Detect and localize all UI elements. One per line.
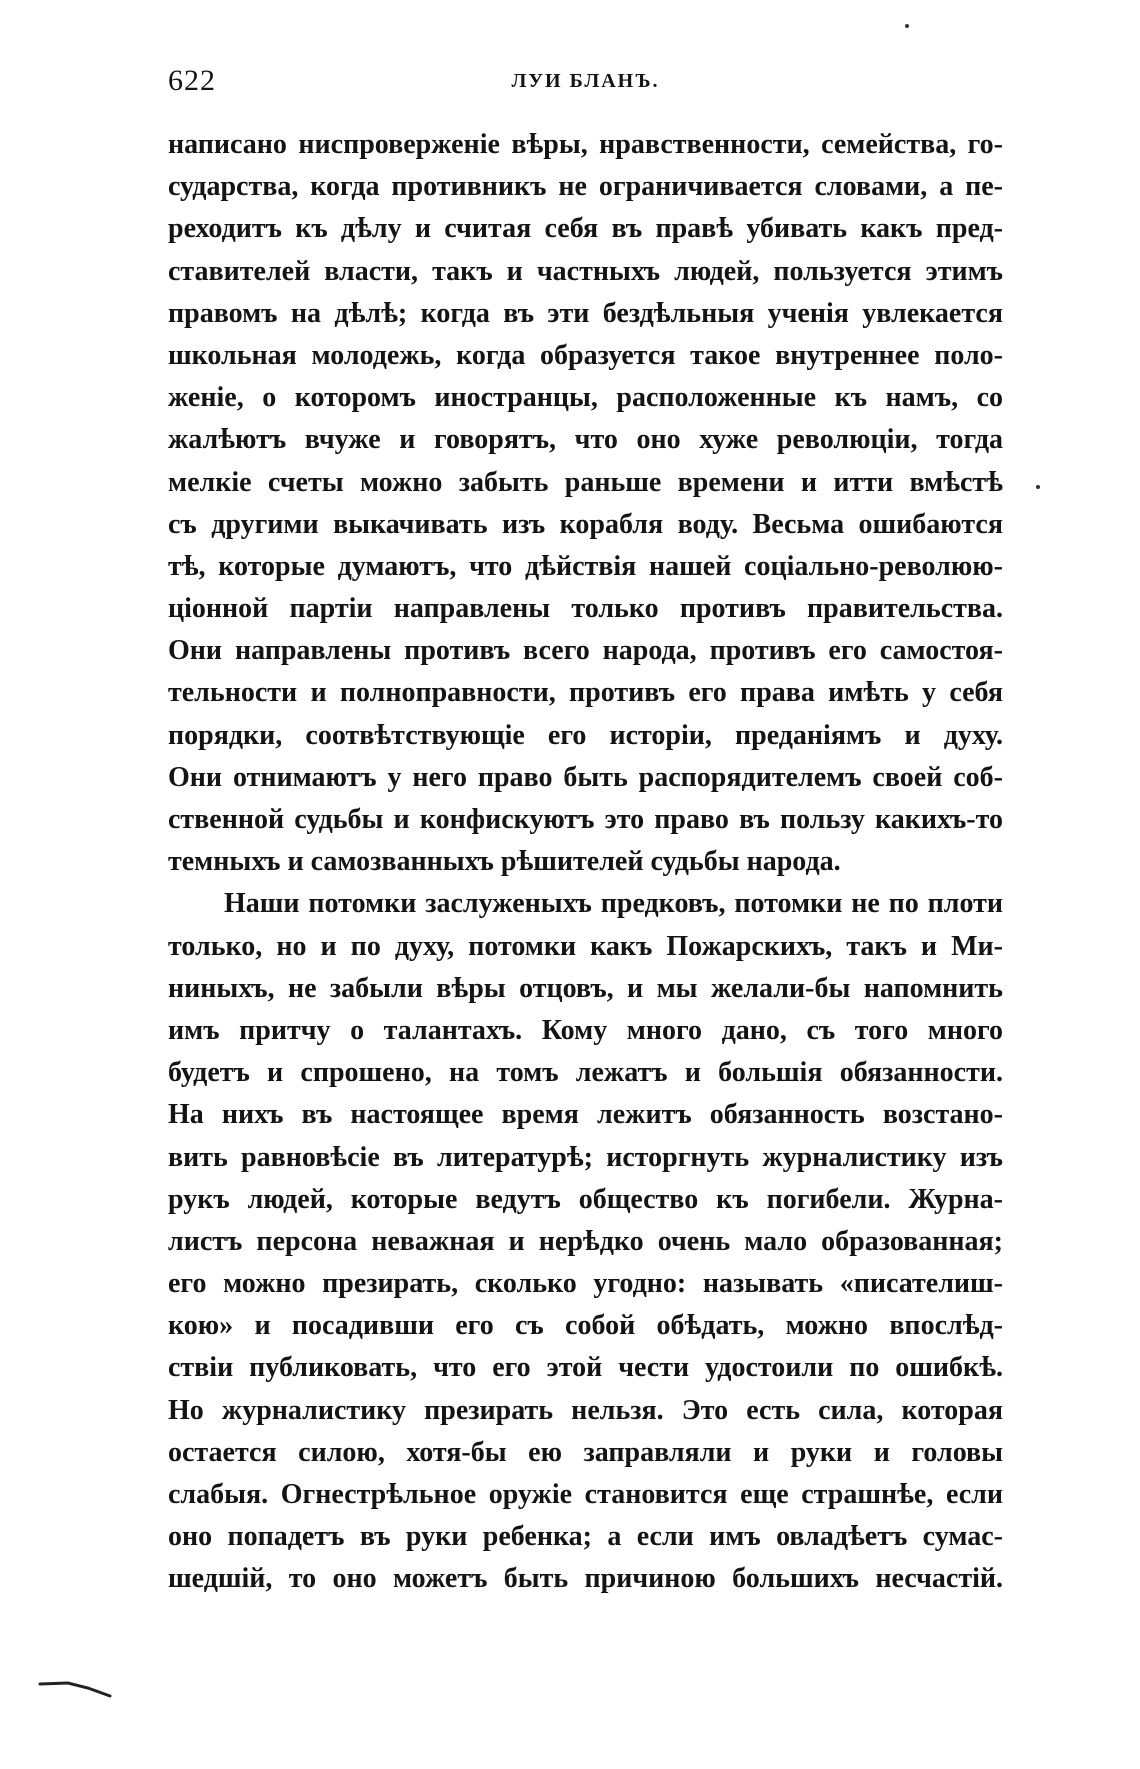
text-line: тельности и полноправности, противъ его права имѣть у себя	[168, 677, 1003, 709]
paragraph-2	[168, 883, 1003, 1600]
text-line: ставителей власти, такъ и частныхъ людей, пользуется этимъ	[168, 255, 1003, 287]
text-line: реходитъ къ дѣлу и считая себя въ правѣ убивать какъ пред-	[168, 213, 1003, 245]
text-line: мелкіе счеты можно забыть раньше времени и итти вмѣстѣ	[168, 466, 1003, 498]
text-line: имъ притчу о талантахъ. Кому много дано, съ того много	[168, 1014, 1003, 1046]
text-line: кою» и посадивши его съ собой обѣдать, можно впослѣд-	[168, 1310, 1003, 1342]
text-line: Наши потомки заслуженыхъ предковъ, потомки не по плоти	[224, 888, 1003, 920]
text-line: Они отнимаютъ у него право быть распорядителемъ своей соб-	[168, 761, 1003, 793]
text-line: листъ персона неважная и нерѣдко очень мало образованная;	[168, 1225, 1003, 1257]
page-number: 622	[168, 64, 216, 97]
page-header	[168, 64, 1003, 104]
paragraph-1	[168, 124, 1003, 883]
text-line: женіе, о которомъ иностранцы, расположенные къ намъ, со	[168, 382, 1003, 414]
text-line: На нихъ въ настоящее время лежитъ обязанность возстано-	[168, 1099, 1003, 1131]
text-line: тѣ, которые думаютъ, что дѣйствія нашей соціально-революю-	[168, 550, 1003, 582]
text-line: написано ниспроверженіе вѣры, нравственности, семейства, го-	[168, 129, 1003, 160]
text-line: шедшій, то оно можетъ быть причиною большихъ несчастій.	[168, 1563, 1003, 1595]
text-line: порядки, соотвѣтствующіе его исторіи, преданіямъ и духу.	[168, 719, 1003, 751]
text-line: оно попадетъ въ руки ребенка; а если имъ овладѣетъ сумас-	[168, 1521, 1003, 1553]
text-line: слабыя. Огнестрѣльное оружіе становится еще страшнѣе, если	[168, 1479, 1003, 1510]
text-line: вить равновѣсіе въ литературѣ; исторгнуть журналистику изъ	[168, 1141, 1003, 1173]
scan-speck	[1036, 485, 1040, 489]
text-line: правомъ на дѣлѣ; когда въ эти бездѣльныя ученія увлекается	[168, 297, 1003, 329]
scan-speck	[905, 24, 909, 28]
text-line: ствіи публиковать, что его этой чести удостоили по ошибкѣ.	[168, 1352, 1003, 1384]
text-line: ственной судьбы и конфискуютъ это право въ пользу какихъ-то	[168, 804, 1003, 835]
margin-pen-mark	[38, 1678, 118, 1698]
text-line: Они направлены противъ всего народа, противъ его самостоя-	[168, 635, 1003, 667]
text-line: будетъ и спрошено, на томъ лежатъ и большія обязанности.	[168, 1057, 1003, 1089]
text-line: школьная молодежь, когда образуется такое внутреннее поло-	[168, 339, 1003, 371]
text-line: ниныхъ, не забыли вѣры отцовъ, и мы желали-бы напомнить	[168, 972, 1003, 1004]
body-text	[168, 124, 1003, 1601]
running-title: ЛУИ БЛАНЪ.	[511, 70, 660, 92]
text-line: ціонной партіи направлены только противъ правительства.	[168, 593, 1003, 625]
text-line: только, но и по духу, потомки какъ Пожарскихъ, такъ и Ми-	[168, 930, 1003, 962]
text-line: сударства, когда противникъ не ограничивается словами, а пе-	[168, 171, 1003, 203]
text-line: темныхъ и самозванныхъ рѣшителей судьбы народа.	[168, 846, 841, 878]
text-line: его можно презирать, сколько угодно: называть «писателиш-	[168, 1268, 1003, 1300]
text-line: жалѣютъ вчуже и говорятъ, что оно хуже революціи, тогда	[168, 424, 1003, 456]
text-line: остается силою, хотя-бы ею заправляли и руки и головы	[168, 1436, 1003, 1468]
text-line: рукъ людей, которые ведутъ общество къ погибели. Журна-	[168, 1183, 1003, 1215]
text-line: Но журналистику презирать нельзя. Это есть сила, которая	[168, 1394, 1003, 1426]
text-line: съ другими выкачивать изъ корабля воду. Весьма ошибаются	[168, 508, 1003, 540]
